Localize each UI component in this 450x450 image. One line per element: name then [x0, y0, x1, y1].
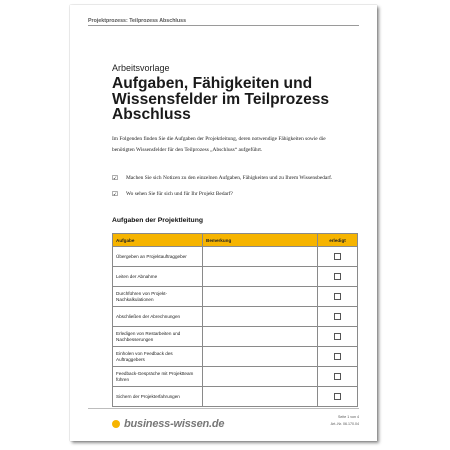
intro-paragraph: Im Folgenden finden Sie die Aufgaben der Projektleitung, deren notwendige Fähigkeiten sowie die benötigten Wissensfelder für den Teilprozess „Abschluss“ aufgeführt.	[112, 136, 326, 153]
table-row	[113, 327, 358, 347]
note-cell[interactable]	[203, 367, 318, 387]
task-cell: Erledigen von Restarbeiten und Nachbesserungen	[113, 327, 203, 347]
done-checkbox[interactable]	[334, 333, 341, 340]
article-number: Art.-Nr. 06.170.04	[330, 421, 359, 426]
done-cell	[318, 247, 358, 267]
task-cell: Abschließen der Abrechnungen	[113, 307, 203, 327]
done-cell	[318, 387, 358, 407]
table-heading: Aufgaben der Projektleitung	[112, 217, 204, 224]
table-row	[113, 267, 358, 287]
done-checkbox[interactable]	[334, 293, 341, 300]
table-header-row	[113, 234, 358, 247]
done-checkbox[interactable]	[334, 313, 341, 320]
instruction-list	[112, 173, 352, 199]
task-cell: Leiten der Abnahme	[113, 267, 203, 287]
document-page	[70, 5, 377, 441]
task-cell: Feedback-Gespräche mit Projektteam führen	[113, 367, 203, 387]
checkbox-ticked-icon: ☑	[112, 174, 118, 182]
tasks-table	[112, 233, 358, 407]
running-head: Projektprozess: Teilprozess Abschluss	[88, 18, 187, 24]
instruction-item	[112, 189, 352, 199]
done-cell	[318, 267, 358, 287]
note-cell[interactable]	[203, 387, 318, 407]
note-cell[interactable]	[203, 267, 318, 287]
done-checkbox[interactable]	[334, 253, 341, 260]
instruction-text: Machen Sie sich Notizen zu den einzelnen Aufgaben, Fähigkeiten und zu Ihrem Wissensbedarf.	[126, 175, 333, 181]
column-header-task: Aufgabe	[113, 234, 203, 247]
note-cell[interactable]	[203, 287, 318, 307]
document-title: Aufgaben, Fähigkeiten und Wissensfelder im Teilprozess Abschluss	[112, 75, 330, 123]
task-cell: Durchführen von Projekt-Nachkalkulationen	[113, 287, 203, 307]
table-row	[113, 247, 358, 267]
table-row	[113, 347, 358, 367]
done-cell	[318, 367, 358, 387]
done-cell	[318, 327, 358, 347]
note-cell[interactable]	[203, 347, 318, 367]
done-cell	[318, 307, 358, 327]
done-checkbox[interactable]	[334, 393, 341, 400]
table-row	[113, 367, 358, 387]
brand-logo	[112, 418, 224, 430]
task-cell: Sichern der Projekterfahrungen	[113, 387, 203, 407]
brand-name: business-wissen.de	[124, 418, 225, 430]
table-row	[113, 307, 358, 327]
done-checkbox[interactable]	[334, 373, 341, 380]
column-header-done: erledigt	[318, 234, 358, 247]
table-row	[113, 387, 358, 407]
table-row	[113, 287, 358, 307]
done-cell	[318, 287, 358, 307]
task-cell: Übergeben an Projektauftraggeber	[113, 247, 203, 267]
done-checkbox[interactable]	[334, 273, 341, 280]
done-cell	[318, 347, 358, 367]
page-number: Seite 1 von 4	[338, 415, 359, 419]
footer-divider	[88, 408, 359, 409]
brand-dot-icon	[112, 420, 120, 428]
done-checkbox[interactable]	[334, 353, 341, 360]
header-divider	[88, 25, 359, 26]
note-cell[interactable]	[203, 247, 318, 267]
note-cell[interactable]	[203, 307, 318, 327]
page-info	[331, 414, 359, 427]
instruction-text: Wo sehen Sie für sich und für Ihr Projekt Bedarf?	[126, 191, 233, 197]
column-header-note: Bemerkung	[203, 234, 318, 247]
instruction-item	[112, 173, 352, 183]
task-cell: Einholen von Feedback des Auftraggebers	[113, 347, 203, 367]
checkbox-ticked-icon: ☑	[112, 190, 118, 198]
note-cell[interactable]	[203, 327, 318, 347]
document-type-label: Arbeitsvorlage	[112, 63, 170, 73]
